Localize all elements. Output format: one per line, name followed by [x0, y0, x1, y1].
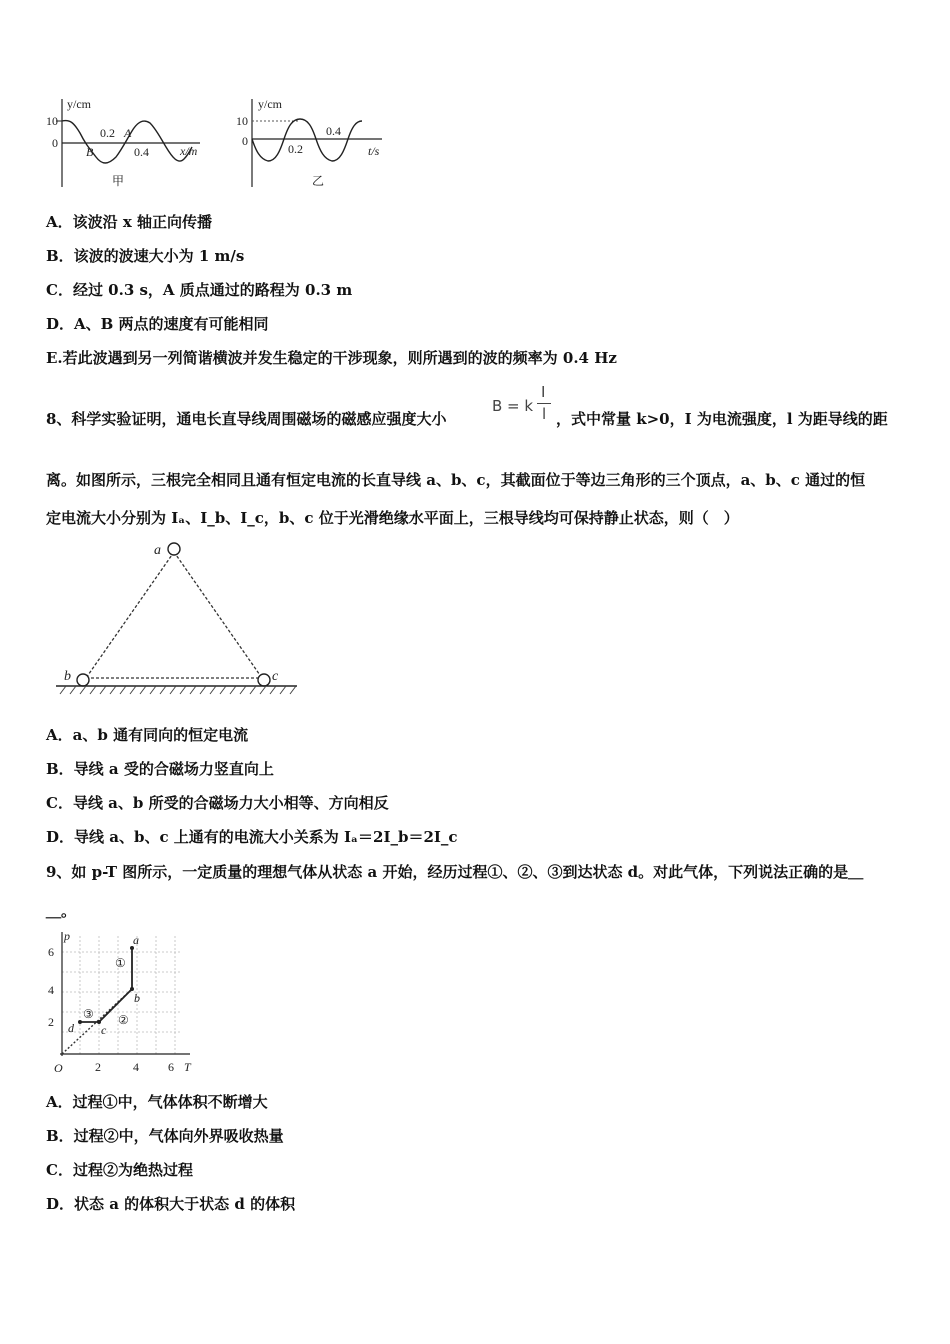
q7-option-e: E.若此波遇到另一列简谐横波并发生稳定的干涉现象，则所遇到的波的频率为 0.4 Hz: [46, 349, 617, 367]
label-c: c: [272, 669, 279, 684]
pt-diagram: [42, 928, 202, 1078]
p-tick-2: 2: [48, 1015, 54, 1029]
side-ab: [86, 552, 174, 678]
point-b-label: B: [86, 145, 94, 159]
ground-hatching: [60, 686, 296, 694]
q8-stem-line2: 离。如图所示，三根完全相同且通有恒定电流的长直导线 a、b、c，其截面位于等边三角形的三个顶点，a、b、c 通过的恒: [46, 471, 866, 489]
t-tick-4: 4: [133, 1060, 139, 1074]
t-axis-label: t/s: [368, 144, 380, 158]
pt-diagram-svg: [42, 928, 202, 1078]
q7-option-b: B．该波的波速大小为 1 m/s: [46, 247, 245, 265]
three-wires-figure: [52, 538, 302, 698]
q9-stem-line1: 9、如 p-T 图所示，一定质量的理想气体从状态 a 开始，经历过程①、②、③到达状态 d。对此气体，下列说法正确的是＿: [46, 863, 864, 881]
origin-label: 0: [52, 136, 58, 150]
vibration-curve: [252, 119, 362, 161]
process-2-label: ②: [118, 1013, 129, 1027]
caption-yi: 乙: [312, 174, 325, 188]
process-3-label: ③: [83, 1007, 94, 1021]
p-axis-label: p: [64, 929, 70, 943]
q8-formula-denominator: l: [542, 405, 547, 423]
tick-0.2: 0.2: [288, 142, 303, 156]
t-tick-2: 2: [95, 1060, 101, 1074]
q8-option-c: C．导线 a、b 所受的合磁场力大小相等、方向相反: [46, 794, 389, 812]
t-tick-6: 6: [168, 1060, 174, 1074]
wire-c: [258, 674, 270, 686]
q9-option-b: B．过程②中，气体向外界吸收热量: [46, 1127, 284, 1145]
q8-option-b: B．导线 a 受的合磁场力竖直向上: [46, 760, 274, 778]
state-d-label: d: [68, 1021, 74, 1035]
y-axis-label: y/cm: [258, 97, 282, 111]
vibration-graph-yi: [232, 95, 402, 195]
point-a-label: A: [124, 126, 132, 140]
vibration-graph-yi-svg: [232, 95, 402, 195]
q8-option-a: A．a、b 通有同向的恒定电流: [46, 726, 249, 744]
q8-option-d: D．导线 a、b、c 上通有的电流大小关系为 Iₐ＝2I_b＝2I_c: [46, 828, 458, 846]
y-tick-10: 10: [46, 114, 58, 128]
state-c-label: c: [101, 1023, 107, 1037]
x-axis-label: x/m: [180, 144, 198, 158]
q8-stem-line3: 定电流大小分别为 Iₐ、I_b、I_c，b、c 位于光滑绝缘水平面上，三根导线均可保持静止状态，则（ ）: [46, 509, 739, 527]
q8-stem-part2: ，式中常量 k>0，I 为电流强度，l 为距导线的距: [556, 410, 888, 428]
q9-option-a: A．过程①中，气体体积不断增大: [46, 1093, 268, 1111]
q8-fraction-bar: [537, 403, 551, 404]
three-wires-svg: [52, 538, 302, 698]
q7-option-c: C．经过 0.3 s，A 质点通过的路程为 0.3 m: [46, 281, 353, 299]
tick-0.4: 0.4: [134, 145, 149, 159]
q9-option-d: D．状态 a 的体积大于状态 d 的体积: [46, 1195, 296, 1213]
q7-option-d: D．A、B 两点的速度有可能相同: [46, 315, 269, 333]
grid: [62, 936, 180, 1054]
label-b: b: [64, 669, 71, 684]
y-tick-10: 10: [236, 114, 248, 128]
q8-stem-part1: 8、科学实验证明，通电长直导线周围磁场的磁感应强度大小: [46, 410, 447, 428]
label-a: a: [154, 543, 161, 558]
wire-a: [168, 543, 180, 555]
tick-0.4: 0.4: [326, 124, 341, 138]
t-axis-label: T: [184, 1060, 191, 1074]
caption-jia: 甲: [112, 174, 125, 188]
p-tick-6: 6: [48, 945, 54, 959]
origin-label: 0: [242, 134, 248, 148]
state-a-label: a: [133, 933, 139, 947]
tick-0.2: 0.2: [100, 126, 115, 140]
state-d-point: [78, 1020, 82, 1024]
wave-graph-jia-svg: [40, 95, 220, 195]
y-axis-label: y/cm: [67, 97, 91, 111]
q8-formula-lhs: B = k: [492, 397, 534, 415]
wire-b: [77, 674, 89, 686]
q9-stem-line2: ＿。: [46, 902, 77, 920]
side-ac: [174, 552, 262, 678]
wave-graph-jia: [40, 95, 220, 195]
q9-option-c: C．过程②为绝热过程: [46, 1161, 193, 1179]
q8-formula-numerator: I: [541, 383, 546, 401]
p-tick-4: 4: [48, 983, 54, 997]
origin-label: O: [54, 1061, 63, 1075]
q7-option-a: A．该波沿 x 轴正向传播: [46, 213, 213, 231]
state-b-label: b: [134, 991, 140, 1005]
process-1-label: ①: [115, 956, 126, 970]
